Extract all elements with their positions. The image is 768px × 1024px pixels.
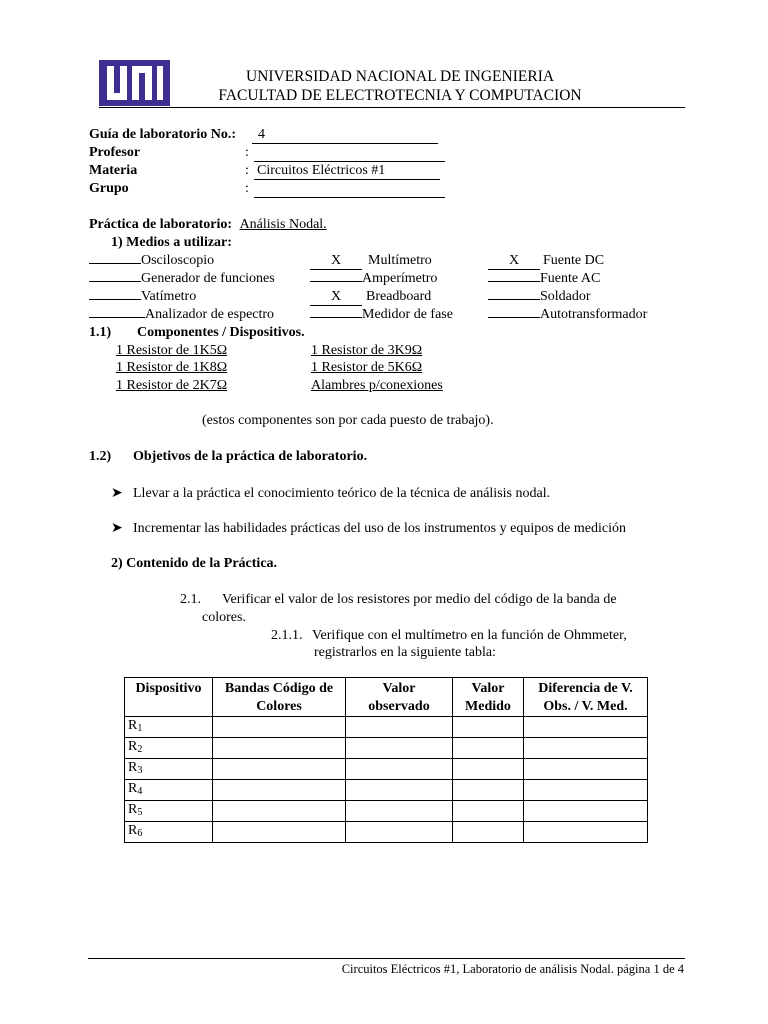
difference-cell[interactable] bbox=[524, 738, 648, 759]
group-label: Grupo bbox=[89, 181, 129, 196]
table-header-row bbox=[125, 678, 648, 717]
table-row bbox=[125, 780, 648, 801]
measured-value-cell[interactable] bbox=[453, 759, 524, 780]
section1-heading: 1) Medios a utilizar: bbox=[111, 235, 232, 250]
university-logo bbox=[99, 60, 170, 106]
table-row bbox=[125, 759, 648, 780]
footer-rule bbox=[88, 958, 685, 959]
means-item-phase-meter: Medidor de fase bbox=[362, 307, 453, 322]
difference-cell[interactable] bbox=[524, 780, 648, 801]
observed-value-cell[interactable] bbox=[346, 717, 453, 738]
group-field bbox=[254, 181, 445, 198]
components-note: (estos componentes son por cada puesto de trabajo). bbox=[202, 413, 494, 428]
item-2-1-1-text-cont: registrarlos en la siguiente tabla: bbox=[314, 645, 496, 660]
subject-colon: : bbox=[245, 163, 249, 178]
col-header-color-bands: Bandas Código de Colores bbox=[213, 678, 346, 717]
means-item-multimeter: Multímetro bbox=[368, 253, 432, 268]
means-item-function-generator: Generador de funciones bbox=[141, 271, 275, 286]
guide-field bbox=[252, 127, 438, 144]
measured-value-cell[interactable] bbox=[453, 780, 524, 801]
table-row bbox=[125, 738, 648, 759]
practice-label: Práctica de laboratorio: bbox=[89, 217, 233, 232]
means-col1-row bbox=[89, 289, 196, 305]
means-item-spectrum-analyzer: Analizador de espectro bbox=[145, 307, 275, 322]
col-header-difference: Diferencia de V. Obs. / V. Med. bbox=[524, 678, 648, 717]
means-col1-row bbox=[89, 271, 275, 287]
color-bands-cell[interactable] bbox=[213, 717, 346, 738]
item-2-1-text: Verificar el valor de los resistores por medio del código de la banda de bbox=[222, 592, 617, 607]
mark-phase-meter bbox=[310, 317, 362, 318]
professor-field bbox=[254, 145, 445, 162]
observed-value-cell[interactable] bbox=[346, 801, 453, 822]
mark-soldering-iron bbox=[488, 299, 540, 300]
observed-value-cell[interactable] bbox=[346, 822, 453, 843]
means-item-soldering-iron: Soldador bbox=[540, 289, 591, 304]
guide-value: 4 bbox=[258, 127, 265, 142]
means-item-breadboard: Breadboard bbox=[366, 289, 432, 304]
color-bands-cell[interactable] bbox=[213, 738, 346, 759]
observed-value-cell[interactable] bbox=[346, 780, 453, 801]
color-bands-cell[interactable] bbox=[213, 822, 346, 843]
professor-label: Profesor bbox=[89, 145, 141, 160]
means-item-autotransformer: Autotransformador bbox=[540, 307, 648, 322]
col-header-measured-value: Valor Medido bbox=[453, 678, 524, 717]
difference-cell[interactable] bbox=[524, 717, 648, 738]
item-2-1-1-number: 2.1.1. bbox=[271, 628, 303, 643]
mark-autotransformer bbox=[488, 317, 540, 318]
device-cell: $R_6$ bbox=[125, 822, 213, 843]
subject-value: Circuitos Eléctricos #1 bbox=[257, 163, 386, 178]
component-item: 1 Resistor de 5K6Ω bbox=[311, 360, 423, 375]
means-col2-row bbox=[310, 253, 432, 270]
item-2-1-text-cont: colores. bbox=[202, 610, 246, 625]
mark-ac-source bbox=[488, 281, 540, 282]
color-bands-cell[interactable] bbox=[213, 801, 346, 822]
mark-breadboard: X bbox=[310, 289, 362, 306]
difference-cell[interactable] bbox=[524, 759, 648, 780]
university-title: UNIVERSIDAD NACIONAL DE INGENIERIA bbox=[245, 68, 555, 85]
means-item-oscilloscope: Osciloscopio bbox=[141, 253, 215, 268]
component-item: 1 Resistor de 2K7Ω bbox=[116, 378, 228, 393]
footer-text: Circuitos Eléctricos #1, Laboratorio de análisis Nodal. página 1 de 4 bbox=[341, 962, 684, 976]
means-col3-row bbox=[488, 271, 600, 287]
measured-value-cell[interactable] bbox=[453, 801, 524, 822]
table-row bbox=[125, 717, 648, 738]
difference-cell[interactable] bbox=[524, 801, 648, 822]
means-item-ac-source: Fuente AC bbox=[540, 271, 601, 286]
means-col3-row bbox=[488, 289, 591, 305]
professor-colon: : bbox=[245, 145, 249, 160]
objective-item bbox=[111, 520, 626, 537]
objective-text: Llevar a la práctica el conocimiento teórico de la técnica de análisis nodal. bbox=[133, 486, 551, 501]
color-bands-cell[interactable] bbox=[213, 780, 346, 801]
subject-field bbox=[254, 163, 440, 180]
arrow-bullet-icon: ➤ bbox=[111, 521, 123, 536]
means-item-ammeter: Amperímetro bbox=[362, 271, 438, 286]
objective-item bbox=[111, 485, 550, 502]
col-header-device: Dispositivo bbox=[125, 678, 213, 717]
device-cell: $R_4$ bbox=[125, 780, 213, 801]
col-header-observed-value: Valor observado bbox=[346, 678, 453, 717]
means-col2-row bbox=[310, 307, 453, 323]
observed-value-cell[interactable] bbox=[346, 759, 453, 780]
guide-label: Guía de laboratorio No.: bbox=[89, 127, 236, 142]
objective-text: Incrementar las habilidades prácticas del uso de los instrumentos y equipos de medición bbox=[133, 521, 626, 536]
mark-multimeter: X bbox=[310, 253, 362, 270]
observed-value-cell[interactable] bbox=[346, 738, 453, 759]
means-col2-row bbox=[310, 271, 437, 287]
measured-value-cell[interactable] bbox=[453, 822, 524, 843]
mark-dc-source: X bbox=[488, 253, 540, 270]
item-2-1-1-text: Verifique con el multímetro en la función de Ohmmeter, bbox=[312, 628, 627, 643]
component-item: 1 Resistor de 3K9Ω bbox=[311, 343, 423, 358]
section11-heading: Componentes / Dispositivos. bbox=[137, 325, 305, 340]
color-bands-cell[interactable] bbox=[213, 759, 346, 780]
device-cell: $R_3$ bbox=[125, 759, 213, 780]
practice-line bbox=[89, 217, 327, 233]
means-col1-row bbox=[89, 253, 214, 269]
measured-value-cell[interactable] bbox=[453, 717, 524, 738]
section12-heading: Objetivos de la práctica de laboratorio. bbox=[133, 449, 368, 464]
difference-cell[interactable] bbox=[524, 822, 648, 843]
measured-value-cell[interactable] bbox=[453, 738, 524, 759]
means-col3-row bbox=[488, 307, 647, 323]
means-col3-row bbox=[488, 253, 604, 270]
component-item: 1 Resistor de 1K8Ω bbox=[116, 360, 228, 375]
group-colon: : bbox=[245, 181, 249, 196]
subject-label: Materia bbox=[89, 163, 138, 178]
means-col2-row bbox=[310, 289, 431, 306]
component-item: Alambres p/conexiones bbox=[311, 378, 443, 393]
table-row bbox=[125, 822, 648, 843]
means-item-dc-source: Fuente DC bbox=[543, 253, 605, 268]
section11-number: 1.1) bbox=[89, 325, 112, 340]
mark-ammeter bbox=[310, 281, 362, 282]
arrow-bullet-icon: ➤ bbox=[111, 486, 123, 501]
device-cell: $R_1$ bbox=[125, 717, 213, 738]
faculty-title: FACULTAD DE ELECTROTECNIA Y COMPUTACION bbox=[218, 87, 582, 104]
item-2-1-number: 2.1. bbox=[180, 592, 201, 607]
table-row bbox=[125, 801, 648, 822]
device-cell: $R_2$ bbox=[125, 738, 213, 759]
resistor-table bbox=[124, 677, 648, 843]
component-item: 1 Resistor de 1K5Ω bbox=[116, 343, 228, 358]
device-cell: $R_5$ bbox=[125, 801, 213, 822]
section12-number: 1.2) bbox=[89, 449, 112, 464]
section2-heading: 2) Contenido de la Práctica. bbox=[111, 556, 278, 571]
header-rule bbox=[99, 107, 685, 108]
means-item-wattmeter: Vatímetro bbox=[141, 289, 197, 304]
means-col1-row bbox=[89, 307, 274, 323]
practice-value: Análisis Nodal. bbox=[239, 217, 327, 232]
